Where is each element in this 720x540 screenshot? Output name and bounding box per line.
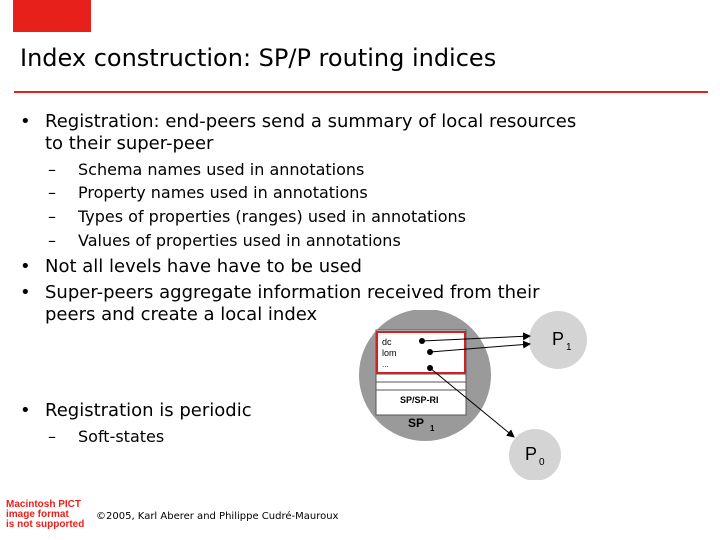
bullet-text: Registration is periodic — [45, 400, 252, 421]
logo-line: is not supported — [6, 519, 85, 530]
bullet-dot: • — [20, 256, 31, 277]
subitem-dash: – — [48, 183, 56, 202]
subitem-text: Values of properties used in annotations — [78, 231, 401, 250]
bullet-text: Not all levels have have to be used — [45, 256, 362, 277]
bullet-dot: • — [20, 400, 31, 421]
routing-index-diagram — [350, 310, 600, 480]
peer-p1-label: P — [552, 329, 565, 349]
sp-ri-label: SP/SP-RI — [400, 395, 439, 405]
peer-p0-label: P — [525, 444, 538, 464]
pict-placeholder-logo — [6, 500, 94, 540]
header-red-block — [13, 0, 91, 32]
subitem-text: Soft-states — [78, 427, 165, 446]
title-underline — [14, 91, 708, 93]
bullet-text: peers and create a local index — [45, 304, 318, 325]
peer-p0-subscript: 0 — [539, 457, 545, 468]
subitem-dash: – — [48, 427, 56, 446]
subitem-dash: – — [48, 207, 56, 226]
logo-line: image format — [6, 509, 69, 520]
sp-subscript: 1 — [430, 424, 435, 433]
bullet-dot: • — [20, 111, 31, 132]
subitem-text: Schema names used in annotations — [78, 160, 365, 179]
index-entry-lom: lom — [382, 348, 397, 358]
slide-title: Index construction: SP/P routing indices — [20, 44, 497, 72]
footer-copyright: ©2005, Karl Aberer and Philippe Cudré-Mauroux — [96, 511, 339, 522]
subitem-text: Property names used in annotations — [78, 183, 368, 202]
bullet-text: to their super-peer — [45, 133, 214, 154]
index-entry-dc: dc — [382, 337, 392, 347]
bullet-text: Registration: end-peers send a summary of local resources — [45, 111, 577, 132]
bullet-dot: • — [20, 282, 31, 303]
bullet-text: Super-peers aggregate information received from their — [45, 282, 540, 303]
sp-label: SP — [408, 416, 425, 430]
subitem-dash: – — [48, 160, 56, 179]
subitem-text: Types of properties (ranges) used in annotations — [78, 207, 467, 226]
logo-line: Macintosh PICT — [6, 499, 82, 510]
peer-p1-subscript: 1 — [566, 342, 572, 353]
subitem-dash: – — [48, 231, 56, 250]
index-entry-more: ... — [382, 360, 389, 369]
